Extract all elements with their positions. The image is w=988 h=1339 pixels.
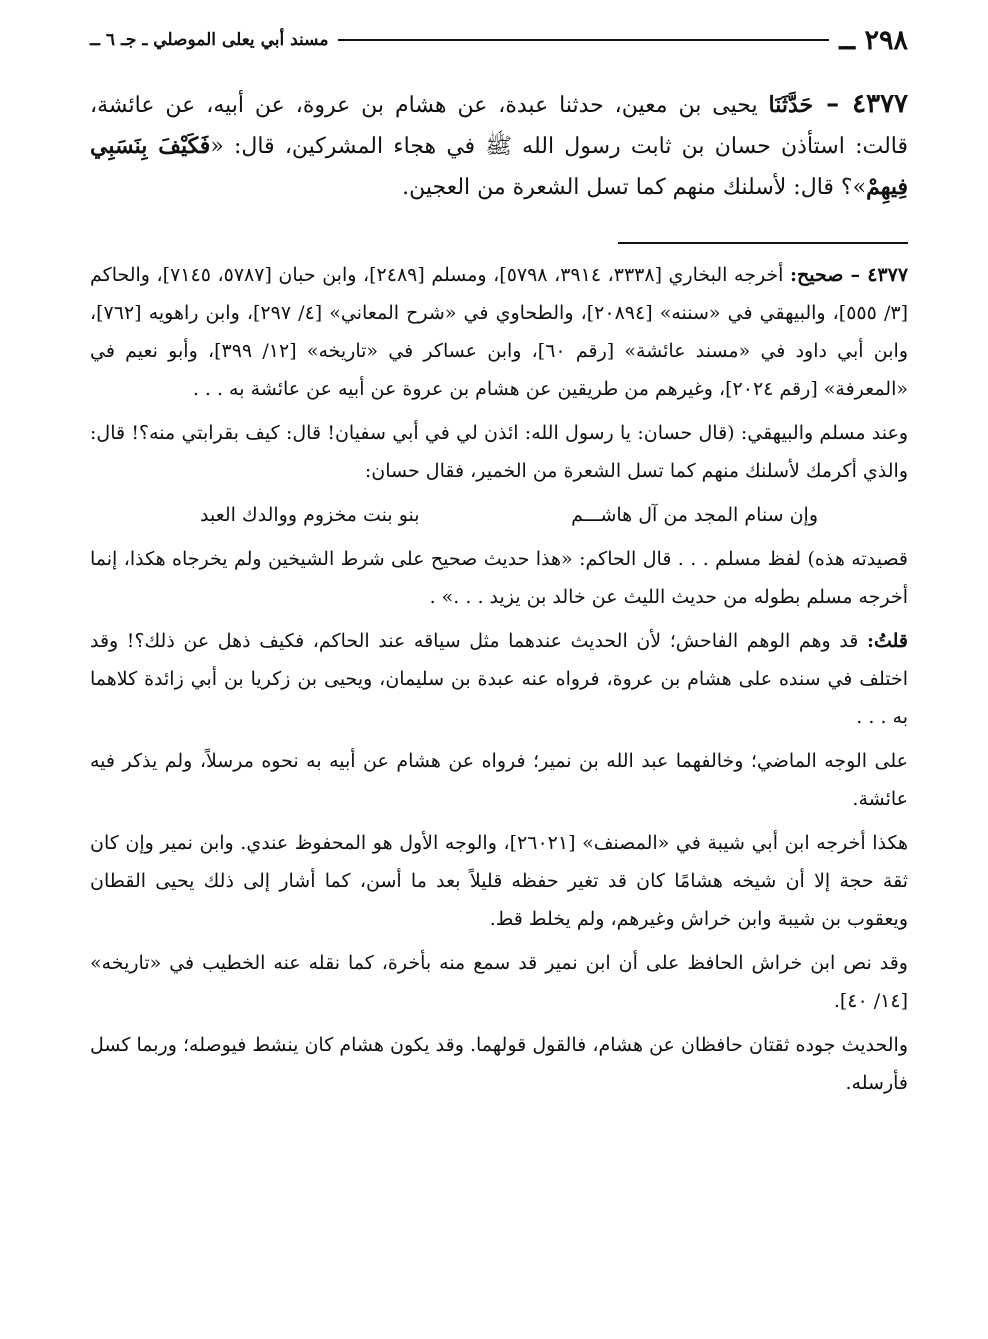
book-page [90,20,908,1108]
footnote-separator [618,242,908,244]
verse-first-hemistich: وإن سنام المجد من آل هاشـــم [571,504,818,526]
footnotes [90,256,908,1102]
haddathana: حَدَّثَنَا [768,92,814,118]
note-paragraph: قصيدته هذه) لفظ مسلم . . . قال الحاكم: «هذا حديث صحيح على شرط الشيخين ولم يخرجاه هكذا، إنما أخرجه مسلم بطوله من حديث الليث عن خالد بن يزيد . . .» . [90,548,908,608]
note-label: ٤٣٧٧ – صحيح: [790,264,909,286]
note-text: أخرجه البخاري [٣٣٣٨، ٣٩١٤، ٥٧٩٨]، ومسلم [٢٤٨٩]، وابن حبان [٥٧٨٧، ٧١٤٥]، والحاكم [٣/ ٥٥٥]، والبيهقي في «سننه» [٢٠٨٩٤]، والطحاوي في «شرح المعاني» [٤/ ٢٩٧]، وابن راهويه [٧٦٢]، وابن أبي داود في «مسند عائشة» [رقم ٦٠]، وابن عساكر في «تاريخه» [١٢/ ٣٩٩]، وأبو نعيم في «المعرفة» [رقم ٢٠٢٤]، وغيرهم من طريقين عن هشام بن عروة عن أبيه عن عائشة به . . . [90,264,908,400]
note-paragraph: هكذا أخرجه ابن أبي شيبة في «المصنف» [٢٦٠٢١]، والوجه الأول هو المحفوظ عندي. وابن نمير وإن كان ثقة حجة إلا أن شيخه هشامًا كان قد تغير حفظه قليلاً بعد ما أسن، كما أشار إلى ذلك يحيى القطان ويعقوب بن شيبة وابن خراش وغيرهم، ولم يخلط قط. [90,832,909,930]
hadith-text [90,84,908,208]
qultu-label: قلتُ: [866,630,908,652]
header-rule [338,39,829,41]
note-paragraph [90,256,908,408]
verse-second-hemistich: بنو بنت مخزوم ووالدك العبد [200,504,420,526]
note-text: قد وهم الوهم الفاحش؛ لأن الحديث عندهما مثل سياقه عند الحاكم، فكيف ذهل عن ذلك؟! وقد اختلف في سنده على هشام بن عروة، فرواه عنه عبدة بن سليمان، ويحيى بن زكريا بن أبي زائدة كلاهما به . . . [90,630,908,728]
hadith-number: ٤٣٧٧ – [813,89,908,119]
hadith-body-2: »؟ قال: لأسلنك منهم كما تسل الشعرة من العجين. [402,175,867,200]
note-paragraph: وعند مسلم والبيهقي: (قال حسان: يا رسول الله: ائذن لي في أبي سفيان! قال: كيف بقرابتي منه؟! قال: والذي أكرمك لأسلنك منهم كما تسل الشعرة من الخمير، فقال حسان: [90,422,908,482]
note-paragraph [90,622,908,736]
running-title: مسند أبي يعلى الموصلي ـ جـ ٦ ــ [90,30,329,50]
page-header [90,20,908,60]
note-paragraph: على الوجه الماضي؛ وخالفهما عبد الله بن نمير؛ فرواه عن هشام عن أبيه به نحوه مرسلاً، ولم يذكر فيه عائشة. [90,750,908,810]
poem-verse [90,496,908,534]
page-number: ٢٩٨ ــ [839,24,908,56]
hadith-body-1: يحيى بن معين، حدثنا عبدة، عن هشام بن عروة، عن أبيه، عن عائشة، قالت: استأذن حسان بن ثابت رسول الله ﷺ في هجاء المشركين، قال: « [90,93,909,159]
note-paragraph: وقد نص ابن خراش الحافظ على أن ابن نمير قد سمع منه بأخرة، كما نقله عنه الخطيب في «تاريخه» [١٤/ ٤٠]. [90,952,908,1012]
note-paragraph: والحديث جوده ثقتان حافظان عن هشام، فالقول قولهما. وقد يكون هشام كان ينشط فيوصله؛ وربما كسل فأرسله. [90,1034,908,1094]
hadith-quote: فَكَيْفَ بِنَسَبِي فِيهِمْ [90,133,908,200]
